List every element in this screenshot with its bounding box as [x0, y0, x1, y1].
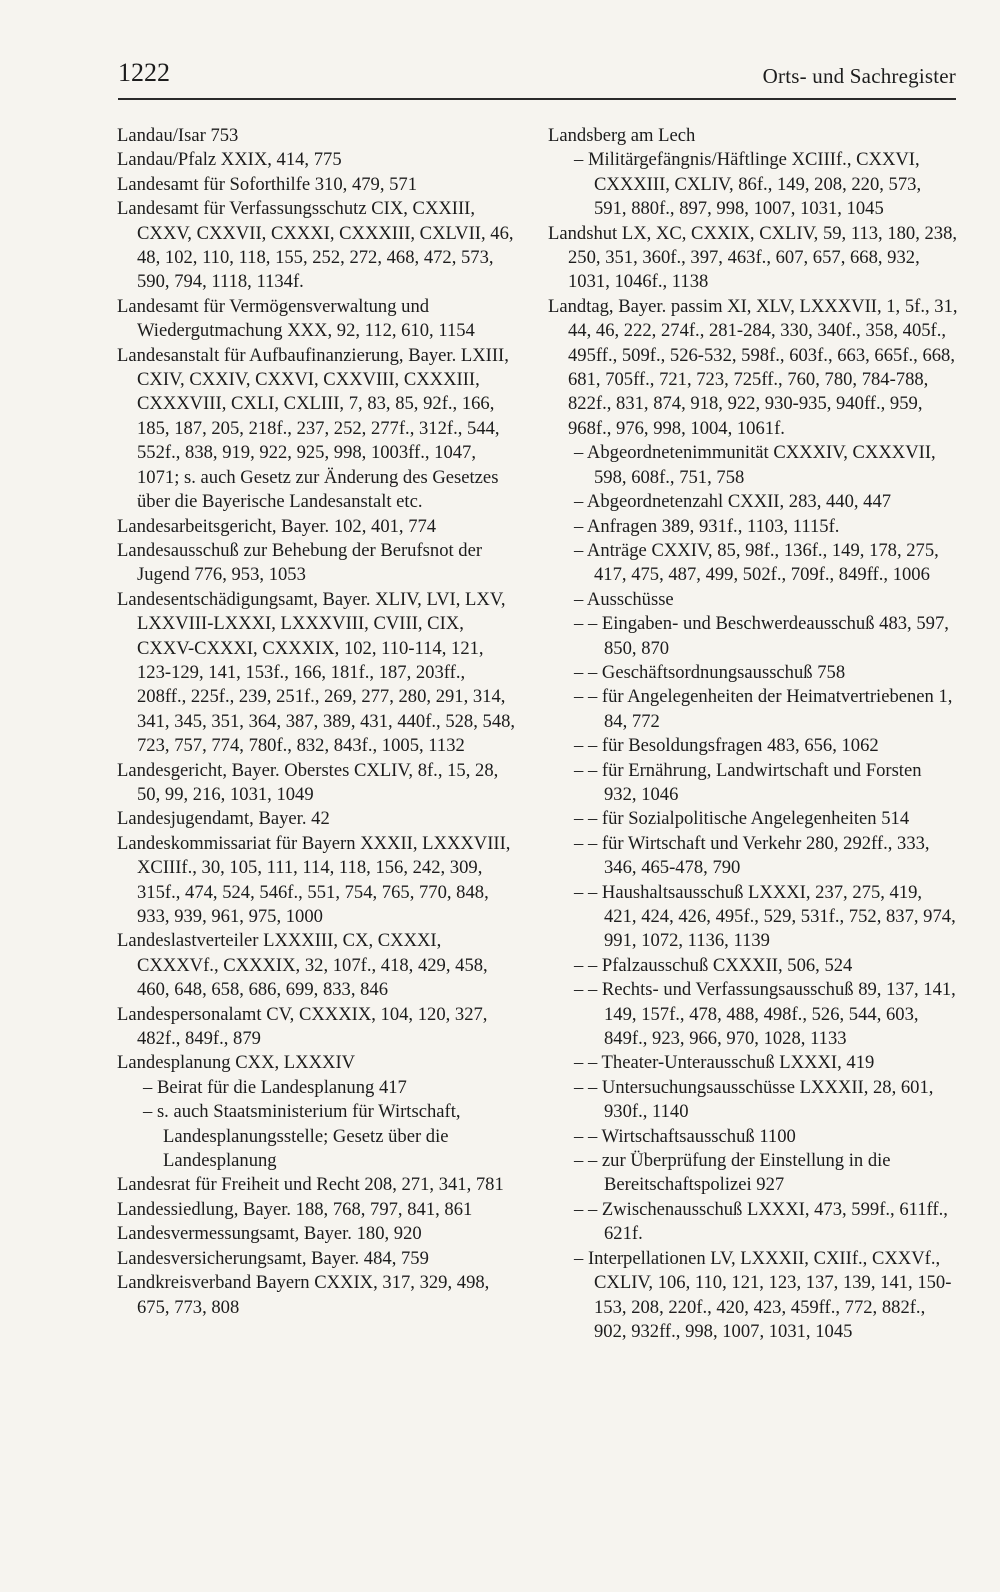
index-entry: Landsberg am Lech: [548, 125, 696, 146]
index-entry: – – Pfalzausschuß CXXXII, 506, 524: [574, 954, 853, 976]
index-entry: – – Eingaben- und Beschwerdeausschuß 483, 597, 850, 870: [574, 613, 949, 659]
index-entry: Landeskommissariat für Bayern XXXII, LXXXVIII, XCIIIf., 30, 105, 111, 114, 118, 156, 242, 309, 315f., 474, 524, 546f., 551, 754, 765, 770, 848, 933, 939, 961, 975, 1000: [117, 832, 511, 927]
index-entry: – Militärgefängnis/Häftlinge XCIIIf., CXXVI, CXXXIII, CXLIV, 86f., 149, 208, 220, 573, 591, 880f., 897, 998, 1007, 1031, 1045: [574, 149, 922, 220]
index-entry: Landesvermessungsamt, Bayer. 180, 920: [117, 1223, 422, 1245]
index-entry: Landesamt für Verfassungsschutz CIX, CXXIII, CXXV, CXXVII, CXXXI, CXXXIII, CXLVII, 46, 48, 102, 110, 118, 155, 252, 272, 468, 472, 573, 590, 794, 1118, 1134f.: [117, 198, 514, 293]
index-entry: Landesrat für Freiheit und Recht 208, 271, 341, 781: [117, 1174, 504, 1196]
index-entry: – – für Ernährung, Landwirtschaft und Forsten 932, 1046: [574, 759, 922, 805]
index-entry: Landesanstalt für Aufbaufinanzierung, Bayer. LXIII, CXIV, CXXIV, CXXVI, CXXVIII, CXXXIII, CXXXVIII, CXLI, CXLIII, 7, 83, 85, 92f., 166, 185, 187, 205, 218f., 237, 252, 277f., 312f., 544, 552f., 838, 919, 922, 925, 998, 1003ff., 1047, 1071; s. auch Gesetz zur Änderung des Gesetzes über die Bayerische Landesanstalt etc.: [117, 344, 509, 513]
index-entry: Landesamt für Vermögensverwaltung und Wiedergutmachung XXX, 92, 112, 610, 1154: [117, 295, 475, 342]
index-entry: Landeslastverteiler LXXXIII, CX, CXXXI, CXXXVf., CXXXIX, 32, 107f., 418, 429, 458, 460, 648, 658, 686, 699, 833, 846: [117, 930, 488, 1001]
index-entry: – – Zwischenausschuß LXXXI, 473, 599f., 611ff., 621f.: [574, 1198, 948, 1245]
index-entry: Landesausschuß zur Behebung der Berufsnot der Jugend 776, 953, 1053: [117, 539, 483, 586]
index-entry: – – Wirtschaftsausschuß 1100: [574, 1125, 796, 1147]
index-entry: Landau/Isar 753: [117, 125, 239, 146]
index-entry: Landshut LX, XC, CXXIX, CXLIV, 59, 113, 180, 238, 250, 351, 360f., 397, 463f., 607, 657, 668, 932, 1031, 1046f., 1138: [548, 222, 958, 293]
index-entry: – – für Besoldungsfragen 483, 656, 1062: [574, 735, 879, 757]
index-column-right: [548, 124, 958, 1344]
index-entry: Landesgericht, Bayer. Oberstes CXLIV, 8f., 15, 28, 50, 99, 216, 1031, 1049: [117, 759, 499, 805]
running-title: Orts- und Sachregister: [762, 64, 956, 88]
index-entry: – – für Sozialpolitische Angelegenheiten 514: [574, 808, 910, 830]
index-entry: – – für Wirtschaft und Verkehr 280, 292ff., 333, 346, 465-478, 790: [574, 832, 930, 879]
page-number: 1222: [118, 58, 170, 87]
index-entry: Landespersonalamt CV, CXXXIX, 104, 120, 327, 482f., 849f., 879: [117, 1003, 488, 1050]
index-entry: – – Rechts- und Verfassungsausschuß 89, 137, 141, 149, 157f., 478, 488, 498f., 526, 544, 603, 849f., 923, 966, 970, 1028, 1133: [574, 979, 956, 1050]
index-entry: – – Haushaltsausschuß LXXXI, 237, 275, 419, 421, 424, 426, 495f., 529, 531f., 752, 837, 974, 991, 1072, 1136, 1139: [574, 881, 956, 952]
index-entry: Landtag, Bayer. passim XI, XLV, LXXXVII, 1, 5f., 31, 44, 46, 222, 274f., 281-284, 330, 340f., 358, 405f., 495ff., 509f., 526-532, 598f., 603f., 663, 665f., 668, 681, 705ff., 721, 723, 725ff., 760, 780, 784-788, 822f., 831, 874, 918, 922, 930-935, 940ff., 959, 968f., 976, 998, 1004, 1061f.: [548, 295, 958, 439]
index-entry: – Interpellationen LV, LXXXII, CXIIf., CXXVf., CXLIV, 106, 110, 121, 123, 137, 139, 141, 150-153, 208, 220f., 420, 423, 459ff., 772, 882f., 902, 932ff., 998, 1007, 1031, 1045: [574, 1247, 952, 1342]
index-entry: – Beirat für die Landesplanung 417: [143, 1076, 407, 1098]
index-entry: Landkreisverband Bayern CXXIX, 317, 329, 498, 675, 773, 808: [117, 1272, 490, 1318]
page-header: [118, 52, 956, 100]
index-entry: – Abgeordnetenimmunität CXXXIV, CXXXVII, 598, 608f., 751, 758: [574, 442, 936, 488]
index-entry: – Abgeordnetenzahl CXXII, 283, 440, 447: [574, 491, 892, 513]
index-entry: Landessiedlung, Bayer. 188, 768, 797, 841, 861: [117, 1198, 473, 1220]
index-entry: – – Theater-Unterausschuß LXXXI, 419: [574, 1052, 875, 1074]
index-entry: – Anfragen 389, 931f., 1103, 1115f.: [574, 515, 840, 537]
index-entry: Landesarbeitsgericht, Bayer. 102, 401, 774: [117, 515, 437, 537]
index-entry: Landesversicherungsamt, Bayer. 484, 759: [117, 1247, 429, 1269]
index-entry: Landesjugendamt, Bayer. 42: [117, 808, 330, 830]
index-entry: – – Geschäftsordnungsausschuß 758: [574, 661, 846, 683]
index-entry: – Ausschüsse: [574, 588, 674, 610]
index-entry: – – zur Überprüfung der Einstellung in die Bereitschaftspolizei 927: [574, 1150, 891, 1196]
index-entry: Landesplanung CXX, LXXXIV: [117, 1052, 356, 1074]
index-entry: Landesentschädigungsamt, Bayer. XLIV, LVI, LXV, LXXVIII-LXXXI, LXXXVIII, CVIII, CIX, CXXV-CXXXI, CXXXIX, 102, 110-114, 121, 123-129, 141, 153f., 166, 181f., 187, 203ff., 208ff., 225f., 239, 251f., 269, 277, 280, 291, 314, 341, 345, 351, 364, 387, 389, 431, 440f., 528, 548, 723, 757, 774, 780f., 832, 843f., 1005, 1132: [117, 588, 516, 757]
index-entry: – s. auch Staatsministerium für Wirtschaft, Landesplanungsstelle; Gesetz über die Landesplanung: [143, 1101, 461, 1172]
index-entry: – – für Angelegenheiten der Heimatvertriebenen 1, 84, 772: [574, 686, 953, 732]
index-entry: Landau/Pfalz XXIX, 414, 775: [117, 149, 342, 171]
index-entry: – – Untersuchungsausschüsse LXXXII, 28, 601, 930f., 1140: [574, 1076, 934, 1123]
index-entry: – Anträge CXXIV, 85, 98f., 136f., 149, 178, 275, 417, 475, 487, 499, 502f., 709f., 849ff., 1006: [574, 539, 939, 586]
index-entry: Landesamt für Soforthilfe 310, 479, 571: [117, 173, 418, 195]
index-column-left: [117, 124, 517, 1320]
